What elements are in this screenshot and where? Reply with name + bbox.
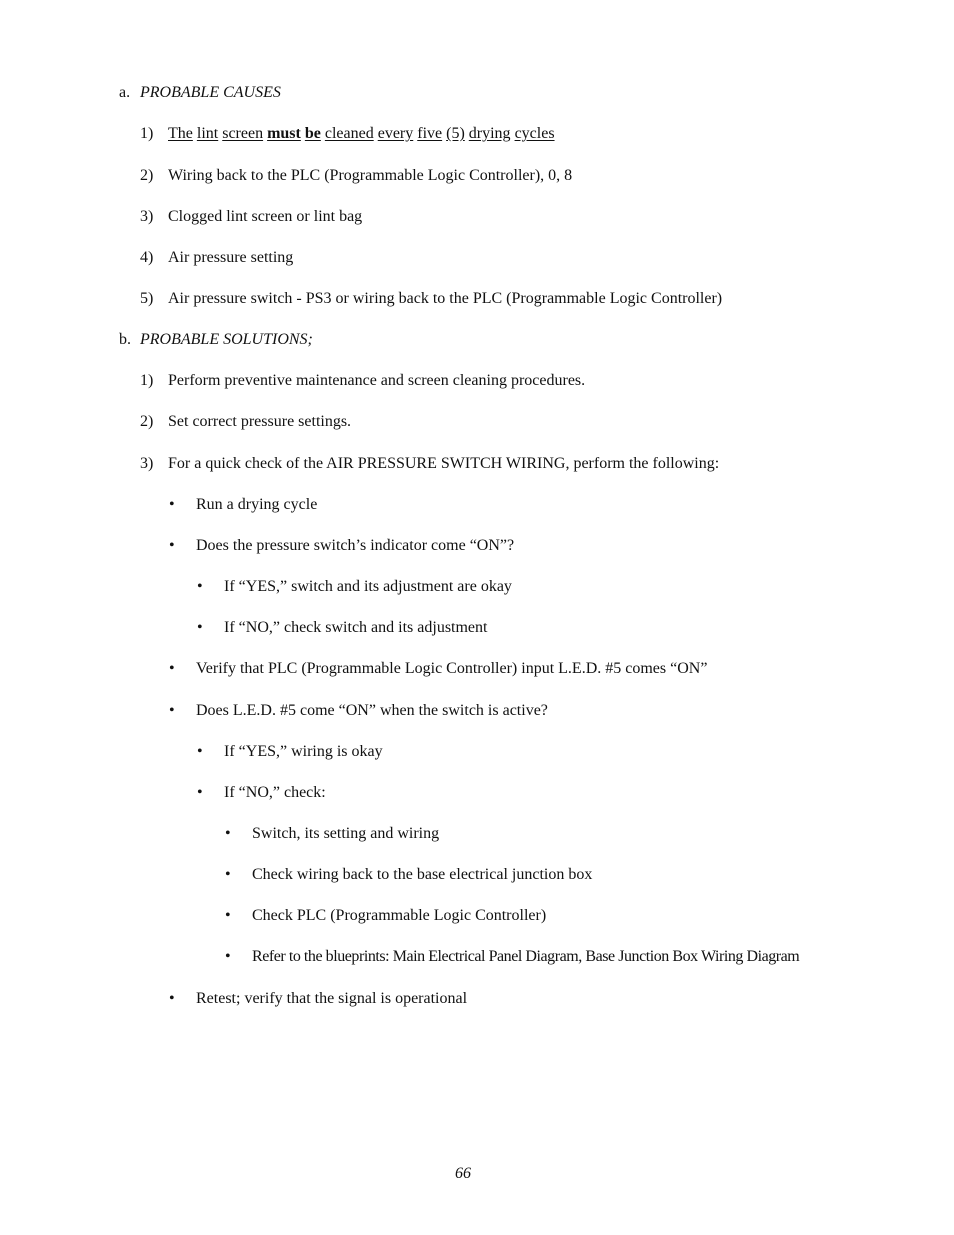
bullet-icon: • bbox=[197, 619, 203, 636]
solution-1-text: Perform preventive maintenance and screen cleaning procedures. bbox=[168, 372, 586, 389]
word: drying bbox=[468, 125, 511, 142]
cause-4-number: 4) bbox=[140, 249, 154, 266]
bullet-icon: • bbox=[197, 743, 203, 760]
cause-1-number: 1) bbox=[140, 125, 154, 142]
bullet-item: Does L.E.D. #5 come “ON” when the switch is active? bbox=[196, 702, 548, 719]
bullet-icon: • bbox=[197, 578, 203, 595]
bullet-item: Check PLC (Programmable Logic Controller) bbox=[252, 907, 547, 924]
bullet-icon: • bbox=[169, 496, 175, 513]
bullet-item: Switch, its setting and wiring bbox=[252, 825, 440, 842]
solution-2-number: 2) bbox=[140, 413, 154, 430]
solution-1-number: 1) bbox=[140, 372, 154, 389]
solution-3-text: For a quick check of the AIR PRESSURE SWITCH WIRING, perform the following: bbox=[168, 455, 720, 472]
bullet-item: Verify that PLC (Programmable Logic Controller) input L.E.D. #5 comes “ON” bbox=[196, 660, 708, 677]
section-a-label: a. bbox=[119, 84, 131, 101]
section-a-heading: PROBABLE CAUSES bbox=[140, 84, 281, 101]
cause-4-text: Air pressure setting bbox=[168, 249, 294, 266]
bullet-item: Does the pressure switch’s indicator come “ON”? bbox=[196, 537, 515, 554]
solution-3-number: 3) bbox=[140, 455, 154, 472]
bullet-icon: • bbox=[169, 537, 175, 554]
bullet-item: If “YES,” wiring is okay bbox=[224, 743, 383, 760]
bullet-item: Run a drying cycle bbox=[196, 496, 318, 513]
bullet-icon: • bbox=[169, 660, 175, 677]
cause-3-text: Clogged lint screen or lint bag bbox=[168, 208, 363, 225]
word: The bbox=[168, 125, 193, 142]
bullet-icon: • bbox=[225, 825, 231, 842]
cause-1-text bbox=[168, 124, 555, 144]
word: lint bbox=[196, 125, 219, 142]
word: cleaned bbox=[324, 125, 374, 142]
bullet-item: If “NO,” check: bbox=[224, 784, 326, 801]
bullet-icon: • bbox=[225, 948, 231, 965]
word-emphasis: must bbox=[267, 125, 301, 142]
cause-5-number: 5) bbox=[140, 290, 154, 307]
bullet-item: If “YES,” switch and its adjustment are okay bbox=[224, 578, 512, 595]
word: screen bbox=[222, 125, 264, 142]
section-b-heading: PROBABLE SOLUTIONS; bbox=[140, 331, 313, 348]
bullet-icon: • bbox=[169, 990, 175, 1007]
solution-2-text: Set correct pressure settings. bbox=[168, 413, 352, 430]
word: (5) bbox=[446, 125, 465, 142]
page-number: 66 bbox=[455, 1165, 471, 1182]
cause-3-number: 3) bbox=[140, 208, 154, 225]
bullet-icon: • bbox=[169, 702, 175, 719]
cause-2-text: Wiring back to the PLC (Programmable Logic Controller), 0, 8 bbox=[168, 167, 573, 184]
bullet-icon: • bbox=[197, 784, 203, 801]
word: cycles bbox=[514, 125, 555, 142]
bullet-item: Retest; verify that the signal is operational bbox=[196, 990, 468, 1007]
bullet-icon: • bbox=[225, 866, 231, 883]
word: every bbox=[377, 125, 414, 142]
cause-2-number: 2) bbox=[140, 167, 154, 184]
bullet-item: If “NO,” check switch and its adjustment bbox=[224, 619, 488, 636]
bullet-item: Refer to the blueprints: Main Electrical Panel Diagram, Base Junction Box Wiring Diagram bbox=[252, 948, 800, 965]
word-emphasis: be bbox=[304, 125, 321, 142]
bullet-item: Check wiring back to the base electrical junction box bbox=[252, 866, 593, 883]
section-b-label: b. bbox=[119, 331, 131, 348]
bullet-icon: • bbox=[225, 907, 231, 924]
word: five bbox=[417, 125, 443, 142]
cause-5-text: Air pressure switch - PS3 or wiring back to the PLC (Programmable Logic Controller) bbox=[168, 290, 723, 307]
